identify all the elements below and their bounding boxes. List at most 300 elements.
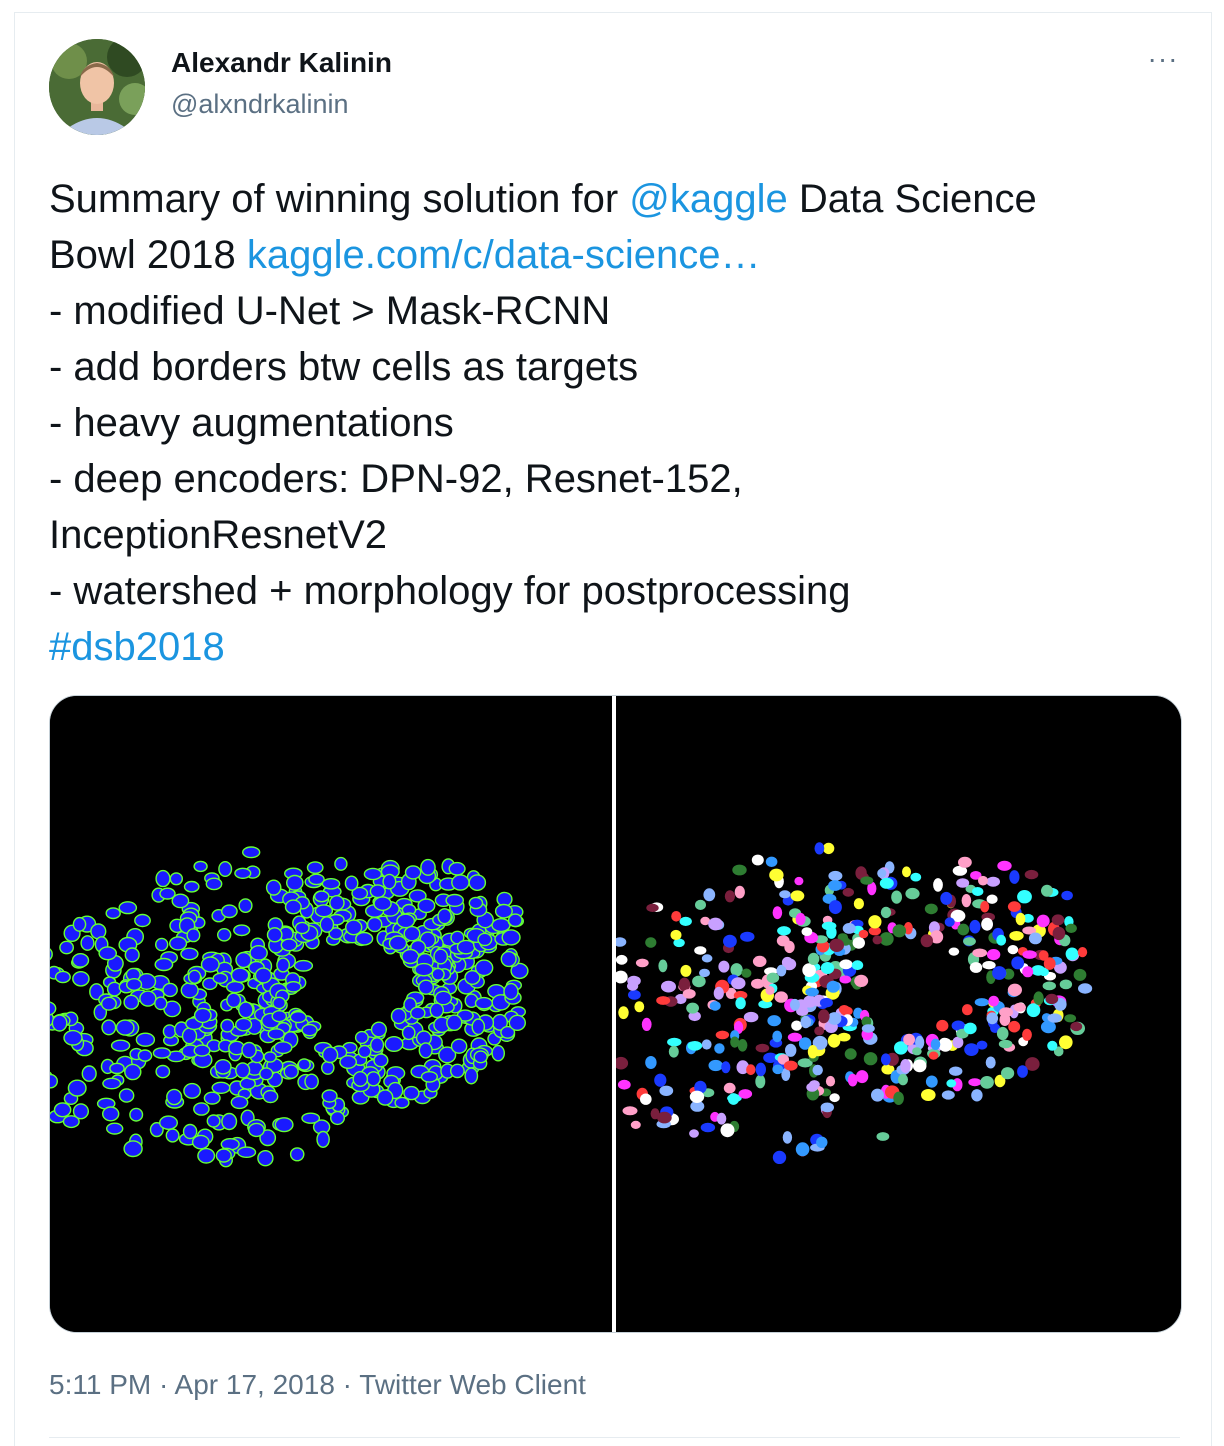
nucleus-mask	[784, 941, 794, 953]
nucleus-cell	[302, 1025, 317, 1036]
nucleus-mask	[766, 857, 778, 867]
nucleus-cell	[392, 1009, 406, 1024]
nucleus-mask	[881, 1053, 891, 1065]
nucleus-mask	[970, 962, 982, 973]
nucleus-mask	[680, 917, 692, 926]
nucleus-mask	[891, 891, 902, 904]
nucleus-mask	[859, 930, 869, 939]
nucleus-mask	[881, 907, 891, 918]
nucleus-mask	[864, 1052, 878, 1065]
nucleus-cell	[504, 984, 518, 1000]
nucleus-mask	[813, 1065, 823, 1076]
nucleus-cell	[435, 991, 451, 1004]
mention-link-kaggle[interactable]: @kaggle	[629, 177, 788, 221]
nucleus-mask	[753, 956, 767, 967]
nucleus-cell	[50, 947, 52, 961]
nucleus-mask	[716, 1031, 729, 1040]
nucleus-mask	[708, 918, 723, 931]
nucleus-mask	[898, 1074, 908, 1085]
nucleus-cell	[345, 876, 357, 890]
nucleus-mask	[717, 1113, 727, 1125]
nucleus-mask	[765, 986, 774, 995]
nucleus-cell	[322, 1061, 334, 1074]
nucleus-mask	[628, 990, 641, 1000]
nucleus-mask	[820, 998, 833, 1008]
nucleus-mask	[627, 982, 638, 991]
nucleus-cell	[222, 1114, 237, 1130]
nucleus-mask	[877, 869, 886, 878]
nucleus-cell	[215, 1060, 231, 1074]
nucleus-cell	[221, 1020, 234, 1032]
nucleus-cell	[103, 1107, 119, 1121]
author-name[interactable]: Alexandr Kalinin	[171, 47, 392, 78]
nucleus-cell	[194, 1103, 209, 1115]
nucleus-mask	[805, 988, 819, 997]
nucleus-mask	[703, 888, 715, 901]
nucleus-cell	[212, 1082, 230, 1093]
nucleus-mask	[862, 1024, 875, 1032]
nucleus-cell	[415, 964, 433, 976]
nucleus-mask	[821, 1103, 834, 1113]
nucleus-mask	[640, 1094, 652, 1105]
nucleus-mask	[1061, 891, 1073, 900]
nucleus-cell	[331, 1112, 345, 1125]
tweet-text-segment: Bowl 2018	[49, 233, 247, 277]
nucleus-cell	[476, 960, 493, 975]
nucleus-cell	[356, 933, 373, 945]
nucleus-mask	[671, 930, 682, 940]
nucleus-mask	[828, 1012, 842, 1025]
nucleus-mask	[654, 1074, 666, 1087]
nucleus-cell	[447, 1015, 462, 1030]
nucleus-mask	[1001, 1067, 1014, 1079]
nucleus-mask	[880, 878, 894, 889]
nucleus-mask	[946, 1079, 956, 1087]
tweet-bullet: - watershed + morphology for postprocessing	[49, 569, 851, 613]
nucleus-cell	[219, 862, 232, 877]
nucleus-cell	[402, 950, 419, 964]
nucleus-cell	[421, 860, 435, 876]
nucleus-cell	[135, 915, 150, 927]
nucleus-cell	[449, 863, 465, 875]
nucleus-cell	[371, 1038, 384, 1052]
nucleus-cell	[368, 918, 382, 932]
nucleus-mask	[829, 1093, 839, 1102]
cell-border-segmentation-image[interactable]	[50, 696, 612, 1332]
hashtag-link[interactable]: #dsb2018	[49, 625, 225, 669]
nucleus-mask	[987, 1012, 999, 1024]
nucleus-cell	[272, 1011, 286, 1022]
nucleus-mask	[689, 1129, 699, 1138]
nucleus-mask	[893, 1092, 904, 1105]
nucleus-mask	[658, 960, 667, 973]
nucleus-cell	[390, 936, 407, 950]
nucleus-mask	[699, 969, 710, 977]
nucleus-mask	[1066, 924, 1077, 933]
nucleus-mask	[616, 937, 626, 947]
nucleus-mask	[848, 1074, 858, 1087]
nucleus-mask	[945, 917, 955, 926]
nucleus-cell	[236, 953, 251, 968]
meta-separator: ·	[151, 1369, 175, 1400]
nucleus-mask	[645, 1056, 656, 1069]
tweet-date[interactable]: Apr 17, 2018	[174, 1369, 335, 1400]
nucleus-cell	[117, 1020, 134, 1035]
nucleus-mask	[860, 876, 873, 884]
nucleus-mask	[942, 1090, 955, 1099]
nucleus-mask	[634, 1001, 644, 1012]
nucleus-mask	[773, 906, 783, 919]
nucleus-mask	[1008, 1021, 1020, 1033]
nucleus-mask	[728, 1093, 739, 1105]
nucleus-mask	[940, 892, 952, 905]
nucleus-mask	[970, 920, 981, 934]
nucleus-mask	[709, 1060, 723, 1071]
nucleus-mask	[730, 1037, 739, 1048]
nucleus-mask	[1031, 965, 1045, 976]
nucleus-mask	[854, 898, 864, 909]
nucleus-mask	[656, 996, 670, 1005]
nucleus-mask	[962, 894, 972, 907]
nucleus-cell	[73, 918, 85, 932]
nucleus-cell	[335, 858, 347, 871]
nucleus-mask	[987, 895, 998, 904]
nucleus-mask	[714, 987, 724, 1000]
nucleus-cell	[218, 929, 231, 941]
nucleus-cell	[291, 1148, 304, 1161]
author-handle[interactable]: @alxndrkalinin	[171, 89, 349, 119]
nucleus-mask	[808, 953, 820, 965]
nucleus-cell	[501, 952, 516, 967]
nucleus-cell	[107, 1123, 123, 1134]
tweet-bullet: - deep encoders: DPN-92, Resnet-152,	[49, 457, 743, 501]
nucleus-cell	[340, 1056, 356, 1069]
nucleus-mask	[769, 869, 783, 882]
nucleus-cell	[370, 885, 385, 898]
nucleus-cell	[315, 905, 332, 917]
nucleus-mask	[702, 954, 713, 962]
nucleus-cell	[383, 874, 396, 888]
nucleus-cell	[478, 933, 492, 945]
nucleus-cell	[308, 862, 323, 873]
nucleus-mask	[1009, 870, 1019, 884]
nucleus-cell	[374, 1054, 388, 1067]
nucleus-mask	[981, 918, 993, 931]
tweet-metadata	[49, 1369, 586, 1401]
nucleus-cell	[260, 1068, 273, 1080]
nucleus-mask	[642, 1018, 652, 1031]
nucleus-cell	[403, 1026, 415, 1039]
nucleus-cell	[102, 1020, 116, 1035]
nucleus-cell	[378, 1090, 393, 1105]
nucleus-cell	[56, 971, 71, 982]
nucleus-cell	[166, 1129, 179, 1142]
nucleus-cell	[64, 1031, 82, 1045]
nucleus-mask	[659, 1086, 673, 1096]
more-options-icon[interactable]: ···	[1147, 43, 1179, 74]
nucleus-cell	[124, 1141, 142, 1157]
nucleus-mask	[746, 1064, 755, 1075]
nucleus-cell	[404, 1087, 419, 1100]
nucleus-cell	[242, 1043, 256, 1058]
nucleus-mask	[900, 1059, 910, 1073]
nucleus-cell	[130, 1108, 143, 1121]
nucleus-cell	[167, 1089, 182, 1104]
nucleus-cell	[346, 920, 362, 935]
nucleus-cell	[163, 983, 177, 996]
nucleus-cell	[170, 873, 182, 885]
nucleus-mask	[1008, 945, 1019, 954]
tweet-client[interactable]: Twitter Web Client	[359, 1369, 586, 1400]
nucleus-mask	[718, 961, 729, 973]
nucleus-cell	[418, 899, 435, 912]
right-image-canvas	[616, 696, 1181, 1332]
nucleus-mask	[903, 1034, 915, 1046]
nucleus-mask	[1016, 913, 1026, 926]
nucleus-cell	[138, 1050, 151, 1061]
nucleus-mask	[721, 1123, 735, 1137]
nucleus-mask	[828, 880, 842, 891]
nucleus-mask	[667, 1038, 681, 1047]
nucleus-mask	[997, 1027, 1009, 1040]
nucleus-cell	[119, 902, 136, 914]
tweet-media[interactable]	[49, 695, 1182, 1333]
nucleus-mask	[794, 877, 803, 885]
nucleus-mask	[1022, 950, 1036, 959]
nucleus-cell	[50, 1002, 56, 1016]
nucleus-cell	[102, 997, 117, 1010]
nucleus-mask	[845, 1048, 857, 1059]
nucleus-mask	[808, 1045, 818, 1058]
nucleus-mask	[968, 1078, 981, 1086]
nucleus-mask	[756, 1063, 766, 1077]
nucleus-cell	[187, 929, 200, 942]
nucleus-cell	[181, 983, 198, 998]
nucleus-cell	[397, 914, 414, 927]
nucleus-mask	[826, 1076, 835, 1087]
nucleus-mask	[925, 904, 938, 915]
nucleus-mask	[912, 1047, 922, 1055]
nucleus-cell	[275, 1118, 293, 1132]
nucleus-mask	[784, 1061, 798, 1071]
nucleus-cell	[236, 1063, 250, 1078]
nucleus-mask	[1039, 950, 1049, 961]
nucleus-mask	[785, 1044, 796, 1057]
nucleus-mask	[829, 939, 844, 952]
tweet-time[interactable]: 5:11 PM	[49, 1369, 152, 1400]
nucleus-cell	[60, 941, 73, 953]
nucleus-cell	[268, 928, 282, 942]
nucleus-mask	[772, 1065, 783, 1075]
nucleus-cell	[127, 979, 142, 991]
nucleus-mask	[772, 1031, 782, 1043]
nucleus-cell	[496, 905, 513, 918]
nucleus-cell	[155, 959, 172, 971]
nucleus-mask	[1017, 890, 1032, 903]
nucleus-mask	[980, 901, 989, 913]
nucleus-cell	[163, 1025, 175, 1038]
avatar-photo	[49, 39, 145, 135]
nucleus-mask	[997, 861, 1011, 871]
nucleus-mask	[939, 1038, 951, 1050]
nucleus-cell	[474, 1051, 487, 1063]
nucleus-mask	[1037, 915, 1050, 928]
nucleus-cell	[274, 1042, 291, 1054]
nucleus-cell	[140, 991, 156, 1006]
nucleus-mask	[636, 959, 649, 968]
nucleus-mask	[827, 981, 840, 993]
nucleus-cell	[406, 866, 421, 879]
nucleus-mask	[933, 878, 943, 892]
nucleus-mask	[801, 1016, 812, 1028]
nucleus-cell	[216, 1149, 231, 1162]
nucleus-mask	[996, 935, 1006, 946]
nucleus-mask	[921, 1089, 936, 1101]
nucleus-cell	[419, 1043, 432, 1058]
nucleus-mask	[868, 915, 881, 928]
nucleus-mask	[871, 1089, 884, 1102]
nucleus-cell	[458, 940, 475, 953]
nucleus-mask	[756, 1044, 770, 1053]
nucleus-mask	[815, 842, 825, 854]
tweet-text	[49, 171, 1189, 675]
nucleus-mask	[962, 1004, 973, 1015]
nucleus-mask	[723, 935, 737, 948]
nucleus-cell	[322, 879, 339, 889]
tweet-line-2	[49, 227, 1189, 283]
nucleus-mask	[1027, 1003, 1041, 1017]
nucleus-mask	[1045, 994, 1058, 1004]
nucleus-cell	[472, 1019, 484, 1034]
nucleus-mask	[992, 966, 1006, 980]
nucleus-cell	[273, 997, 285, 1008]
nucleus-cell	[258, 1151, 273, 1166]
nucleus-mask	[694, 946, 706, 954]
nucleus-cell	[411, 1007, 425, 1019]
nucleus-cell	[185, 882, 199, 892]
nucleus-mask	[902, 866, 911, 877]
nucleus-mask	[856, 1070, 868, 1083]
nucleus-mask	[977, 1041, 988, 1050]
nucleus-mask	[964, 1023, 977, 1035]
nucleus-cell	[452, 875, 469, 890]
nucleus-mask	[1009, 931, 1023, 941]
tweet-bullet: - modified U-Net > Mask-RCNN	[49, 289, 611, 333]
nucleus-cell	[207, 1115, 220, 1127]
nucleus-mask	[731, 963, 743, 976]
nucleus-cell	[99, 947, 116, 960]
nucleus-mask	[853, 937, 865, 949]
nucleus-cell	[509, 1015, 525, 1030]
nucleus-cell	[52, 1015, 66, 1031]
nucleus-cell	[73, 972, 89, 986]
nucleus-cell	[451, 1064, 464, 1077]
nucleus-mask	[1011, 956, 1024, 969]
nucleus-cell	[81, 936, 94, 950]
nucleus-cell	[236, 1018, 252, 1030]
nucleus-cell	[222, 905, 237, 917]
nucleus-mask	[843, 923, 856, 934]
nucleus-mask	[791, 890, 805, 901]
url-link[interactable]: kaggle.com/c/data-science…	[246, 233, 761, 277]
nucleus-mask	[702, 1039, 712, 1049]
nucleus-cell	[227, 993, 241, 1007]
nucleus-cell	[395, 1097, 409, 1108]
nucleus-mask	[1008, 984, 1022, 997]
nucleus-mask	[821, 962, 834, 974]
nucleus-mask	[710, 1001, 721, 1011]
nucleus-mask	[982, 961, 995, 969]
nucleus-mask	[616, 955, 628, 965]
nucleus-mask	[822, 922, 837, 931]
nucleus-mask	[980, 1076, 994, 1089]
nucleus-mask	[839, 959, 852, 969]
nucleus-cell	[156, 871, 170, 887]
nucleus-mask	[782, 957, 793, 968]
nucleus-cell	[110, 1063, 124, 1073]
nucleus-cell	[268, 1029, 284, 1039]
nucleus-cell	[160, 888, 175, 899]
nucleus-cell	[367, 1072, 380, 1086]
nucleus-mask	[767, 973, 780, 983]
nucleus-mask	[843, 888, 854, 897]
nucleus-mask	[740, 932, 754, 942]
nucleus-cell	[189, 970, 201, 983]
nucleus-cell	[213, 973, 227, 983]
nucleus-cell	[452, 1039, 467, 1053]
nucleus-cell	[302, 1113, 319, 1123]
nucleus-mask	[796, 1142, 810, 1156]
nucleus-mask	[949, 1067, 962, 1076]
nucleus-cell	[243, 847, 260, 858]
nucleus-cell	[125, 1064, 141, 1079]
nucleus-mask	[816, 1137, 827, 1148]
nucleus-mask	[1048, 1013, 1062, 1022]
tweet-bullet: - heavy augmentations	[49, 401, 454, 445]
nucleus-mask	[814, 1026, 824, 1035]
nucleus-mask	[724, 1083, 736, 1094]
nucleus-cell	[156, 938, 168, 950]
nucleus-cell	[82, 1066, 96, 1081]
nucleus-cell	[239, 1002, 253, 1018]
nucleus-mask	[838, 1033, 851, 1042]
nucleus-mask	[695, 900, 706, 910]
tweet-bullet: InceptionResnetV2	[49, 513, 388, 557]
nucleus-mask	[616, 971, 628, 984]
nucleus-mask	[690, 1091, 704, 1103]
nucleus-mask	[1008, 901, 1021, 912]
nucleus-cell	[492, 919, 510, 932]
nucleus-cell	[295, 922, 309, 933]
nucleus-cell	[305, 1074, 318, 1089]
nucleus-mask	[963, 937, 976, 946]
nucleus-mask	[1052, 914, 1065, 925]
nucleus-mask	[1041, 885, 1053, 897]
nucleus-cell	[446, 895, 463, 907]
nucleus-mask	[905, 888, 919, 899]
nucleus-cell	[73, 954, 89, 967]
instance-mask-segmentation-image[interactable]	[616, 696, 1181, 1332]
nucleus-cell	[156, 1066, 169, 1078]
nucleus-cell	[183, 1028, 197, 1044]
nucleus-cell	[286, 900, 302, 914]
nucleus-cell	[194, 861, 207, 871]
nucleus-mask	[791, 1021, 802, 1031]
nucleus-mask	[839, 1005, 850, 1014]
nucleus-mask	[971, 1089, 982, 1101]
avatar[interactable]	[49, 39, 145, 135]
nucleus-mask	[692, 976, 706, 988]
